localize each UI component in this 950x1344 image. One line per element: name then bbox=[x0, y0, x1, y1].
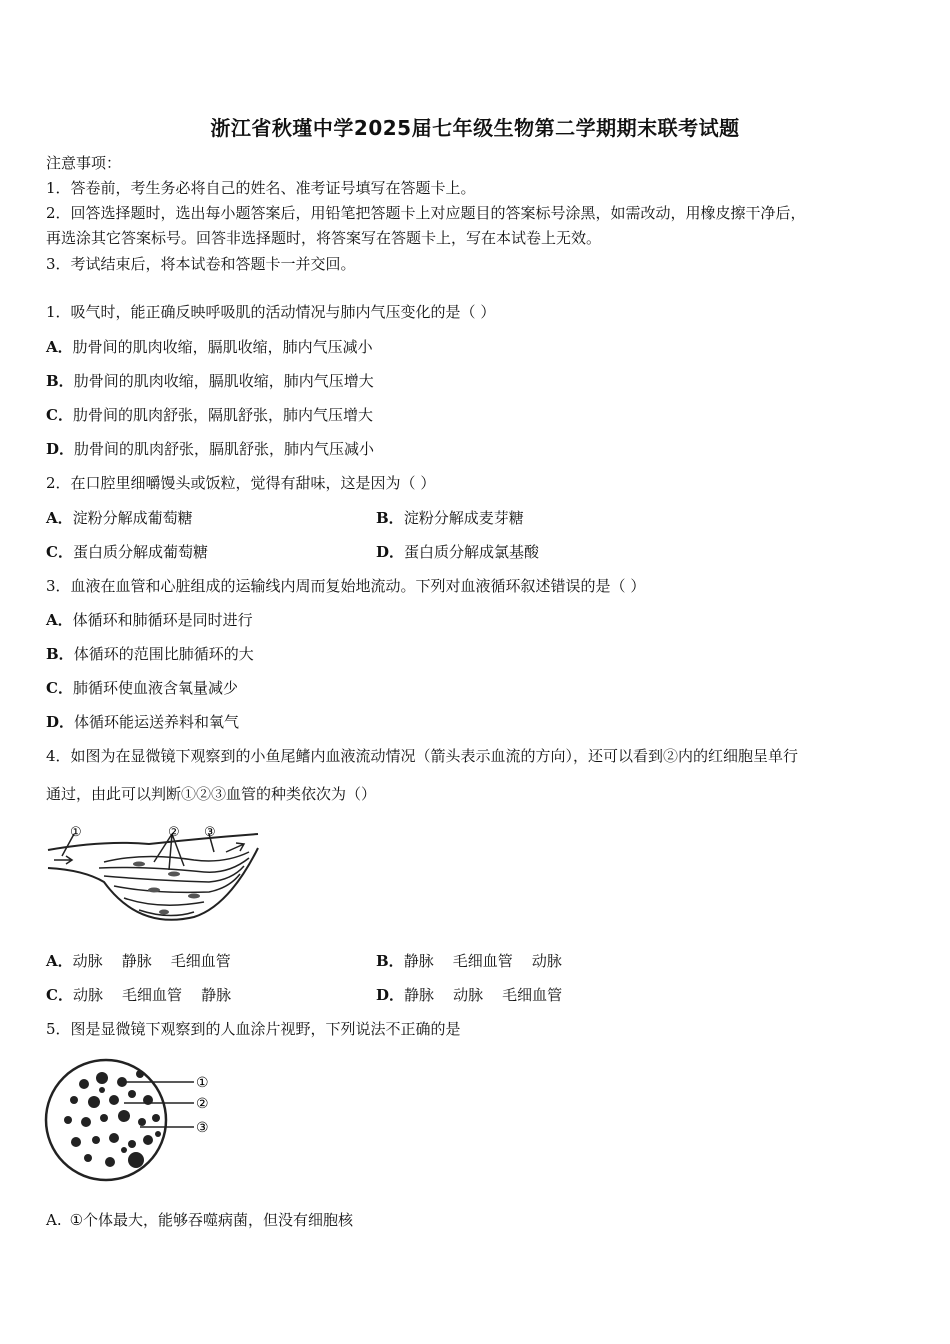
option-label: C． bbox=[46, 986, 73, 1004]
q1-option-a bbox=[46, 336, 373, 357]
notice-heading: 注意事项： bbox=[46, 154, 122, 172]
option-label: D． bbox=[376, 986, 405, 1004]
q1-stem: 1．吸气时，能正确反映呼吸肌的活动情况与肺内气压变化的是（ ） bbox=[46, 303, 496, 321]
page-title: 浙江省秋瑾中学2025届七年级生物第二学期期末联考试题 bbox=[210, 116, 740, 140]
q1-option-c bbox=[46, 404, 373, 425]
q5-stem: 5．图是显微镜下观察到的人血涂片视野，下列说法不正确的是 bbox=[46, 1020, 461, 1038]
option-label: B． bbox=[376, 509, 404, 527]
option-label: B． bbox=[46, 372, 74, 390]
q5-figure-label-1: ① bbox=[196, 1075, 209, 1091]
option-label: C． bbox=[46, 543, 73, 561]
q3-option-b bbox=[46, 643, 254, 664]
option-label: A． bbox=[46, 509, 73, 527]
q3-option-a bbox=[46, 609, 253, 630]
option-text: 蛋白质分解成葡萄糖 bbox=[72, 543, 208, 561]
q2-option-b bbox=[376, 507, 524, 528]
q3-option-d bbox=[46, 711, 239, 732]
option-label: A． bbox=[46, 611, 73, 629]
q4-option-d bbox=[376, 984, 562, 1005]
option-text: 体循环的范围比肺循环的大 bbox=[73, 645, 254, 663]
option-text: ①个体最大，能够吞噬病菌，但没有细胞核 bbox=[69, 1211, 354, 1229]
option-label: B． bbox=[376, 952, 404, 970]
q4-option-c bbox=[46, 984, 231, 1005]
notice-item-2-cont: 再选涂其它答案标号。回答非选择题时，将答案写在答题卡上，写在本试卷上无效。 bbox=[46, 229, 602, 247]
option-label: C． bbox=[46, 406, 73, 424]
option-label: A. bbox=[46, 1211, 62, 1229]
q2-option-c bbox=[46, 541, 208, 562]
option-text: 肋骨间的肌肉舒张，隔肌舒张，肺内气压增大 bbox=[72, 406, 373, 424]
option-text: 肋骨间的肌肉收缩，膈肌收缩，肺内气压增大 bbox=[73, 372, 374, 390]
q4-option-a bbox=[46, 950, 231, 971]
option-text: 体循环能运送养料和氧气 bbox=[74, 713, 240, 731]
option-text: 肺循环使血液含氧量减少 bbox=[72, 679, 238, 697]
option-label: D． bbox=[46, 440, 75, 458]
option-label: C． bbox=[46, 679, 73, 697]
option-text: 肋骨间的肌肉舒张，膈肌舒张，肺内气压减小 bbox=[74, 440, 375, 458]
q5-figure-label-2: ② bbox=[196, 1096, 209, 1112]
option-text: 动脉 静脉 毛细血管 bbox=[72, 952, 231, 970]
option-label: A． bbox=[46, 952, 73, 970]
q3-stem: 3．血液在血管和心脏组成的运输线内周而复始地流动。下列对血液循环叙述错误的是（ ） bbox=[46, 577, 646, 595]
notice-item-2: 2．回答选择题时，选出每小题答案后，用铅笔把答题卡上对应题目的答案标号涂黑，如需改动，用橡皮擦干净后， bbox=[46, 204, 806, 222]
q2-option-a bbox=[46, 507, 193, 528]
option-text: 蛋白质分解成氯基酸 bbox=[404, 543, 540, 561]
q5-blood-smear-figure bbox=[44, 1050, 224, 1190]
option-text: 肋骨间的肌肉收缩，膈肌收缩，肺内气压减小 bbox=[72, 338, 373, 356]
q1-option-b bbox=[46, 370, 374, 391]
q2-option-d bbox=[376, 541, 539, 562]
option-text: 动脉 毛细血管 静脉 bbox=[72, 986, 232, 1004]
option-text: 淀粉分解成麦芽糖 bbox=[403, 509, 524, 527]
q5-option-a bbox=[46, 1209, 353, 1230]
notice-item-3: 3．考试结束后，将本试卷和答题卡一并交回。 bbox=[46, 255, 356, 273]
q5-figure-label-3: ③ bbox=[196, 1120, 209, 1136]
option-text: 静脉 动脉 毛细血管 bbox=[404, 986, 563, 1004]
q2-stem: 2．在口腔里细嚼馒头或饭粒，觉得有甜味，这是因为（ ） bbox=[46, 474, 436, 492]
q4-stem-line1: 4．如图为在显微镜下观察到的小鱼尾鳍内血液流动情况（箭头表示血流的方向），还可以看到②内的红细胞呈单行 bbox=[46, 747, 799, 765]
option-text: 静脉 毛细血管 动脉 bbox=[403, 952, 562, 970]
option-label: D． bbox=[376, 543, 405, 561]
q4-figure-label-2: ② bbox=[168, 825, 180, 840]
option-label: B． bbox=[46, 645, 74, 663]
q4-stem-line2: 通过，由此可以判断①②③血管的种类依次为（） bbox=[46, 785, 377, 803]
option-label: A． bbox=[46, 338, 73, 356]
notice-item-1: 1．答卷前，考生务必将自己的姓名、准考证号填写在答题卡上。 bbox=[46, 179, 476, 197]
q4-figure-label-1: ① bbox=[70, 825, 82, 840]
option-text: 体循环和肺循环是同时进行 bbox=[72, 611, 253, 629]
q4-blood-vessel-figure bbox=[44, 822, 264, 937]
q4-figure-label-3: ③ bbox=[204, 825, 216, 840]
option-text: 淀粉分解成葡萄糖 bbox=[72, 509, 193, 527]
option-label: D． bbox=[46, 713, 75, 731]
q1-option-d bbox=[46, 438, 374, 459]
q4-option-b bbox=[376, 950, 562, 971]
q3-option-c bbox=[46, 677, 238, 698]
